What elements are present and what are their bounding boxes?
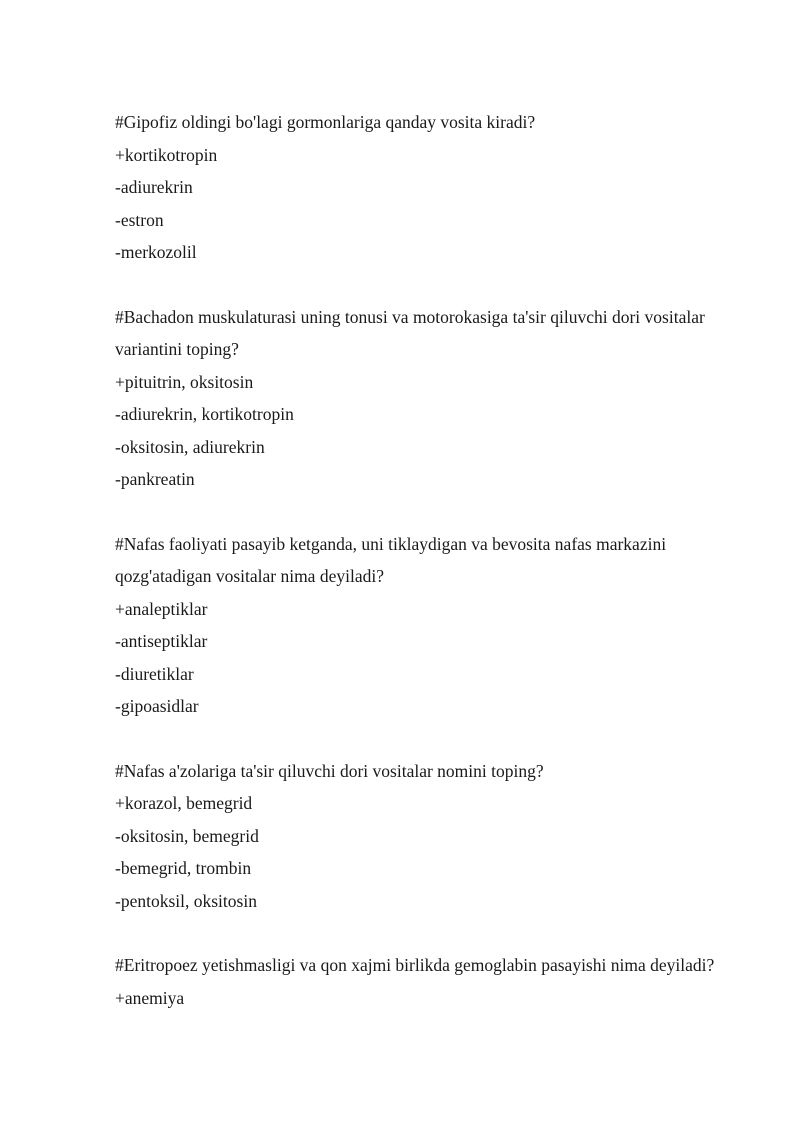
question-text: #Eritropoez yetishmasligi va qon xajmi birlikda gemoglabin pasayishi nima deyiladi? [115,955,715,975]
answer-option: +pituitrin, oksitosin [115,371,254,392]
question-block [115,949,715,1014]
answer-option: -merkozolil [115,242,197,262]
answer-option: -pankreatin [115,469,195,489]
answer-option: -oksitosin, adiurekrin [115,436,265,457]
question-block [115,301,715,496]
question-block [115,106,715,269]
question-text: #Nafas a'zolariga ta'sir qiluvchi dori vositalar nomini toping? [115,760,544,781]
answer-option: -pentoksil, oksitosin [115,890,257,911]
question-list [115,106,715,1046]
question-block [115,755,715,918]
answer-option: +anemiya [115,987,185,1008]
answer-option: -estron [115,209,164,230]
answer-option: -gipoasidlar [115,696,199,716]
question-text: #Gipofiz oldingi bo'lagi gormonlariga qanday vosita kiradi? [115,112,536,132]
answer-option: +analeptiklar [115,598,208,619]
question-text: #Nafas faoliyati pasayib ketganda, uni tiklaydigan va bevosita nafas markazini qozg'atadigan vositalar nima deyiladi? [115,533,667,586]
answer-option: -oksitosin, bemegrid [115,825,259,846]
answer-option: -adiurekrin [115,177,193,197]
question-block [115,528,715,723]
question-text: #Bachadon muskulaturasi uning tonusi va motorokasiga ta'sir qiluvchi dori vositalar variantini toping? [115,306,705,359]
answer-option: +korazol, bemegrid [115,793,253,813]
answer-option: -antiseptiklar [115,631,208,651]
answer-option: +kortikotropin [115,144,218,165]
answer-option: -adiurekrin, kortikotropin [115,404,294,424]
answer-option: -bemegrid, trombin [115,858,252,878]
answer-option: -diuretiklar [115,663,194,684]
